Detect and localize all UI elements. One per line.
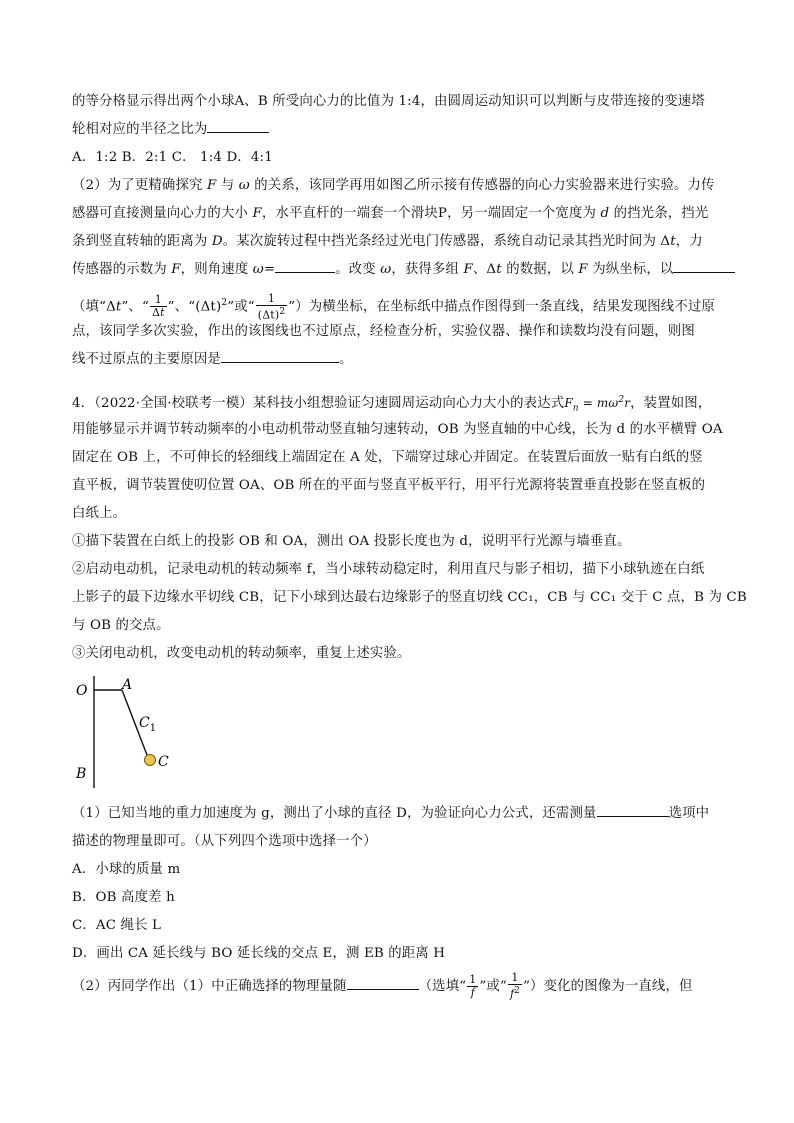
option-d: D．画出 CA 延长线与 BO 延长线的交点 E，测 EB 的距离 H [72,946,446,961]
apparatus-diagram [72,668,202,788]
subquestion-1-line-2: 描述的物理量即可。（从下列四个选项中选择一个） [72,834,377,849]
step-2-line-2: 上影子的最下边缘水平切线 CB，记下小球到达最右边缘影子的竖直切线 CC₁，CB 与 CC₁ 交于 C 点，B 为 CB [72,590,747,605]
text-line-12: 用能够显示并调节转动频率的小电动机带动竖直轴匀速转动，OB 为竖直轴的中心线，长为 d 的水平横臂 OA [72,422,723,437]
ball [145,755,156,766]
text-line-13: 固定在 OB 上，不可伸长的轻细线上端固定在 A 处，下端穿过球心并固定。在装置后面放一贴有白纸的竖 [72,450,703,465]
answer-blank-ratio[interactable] [207,116,269,133]
answer-blank-quantity[interactable] [597,800,669,817]
option-b: B．OB 高度差 h [72,890,175,905]
text-line-7: 传感器的示数为 F，则角速度 ω= 。改变 ω，获得多组 F、Δt 的数据，以 F 为纵坐标，以 [72,256,724,284]
text-line-6: 条到竖直转轴的距离为 D。某次旋转过程中挡光条经过光电门传感器，系统自动记录其挡光时间为 Δt，力 [72,234,703,249]
option-c: C．AC 绳长 L [72,918,162,933]
choice-line: A．1:2 B．2:1 C． 1:4 D．4:1 [72,150,273,165]
step-1: ①描下装置在白纸上的投影 OB 和 OA，测出 OA 投影长度也为 d，说明平行光源与墙垂直。 [72,534,631,549]
answer-blank-axis[interactable] [673,256,735,273]
text-line-8: （填“Δt”、“ $\frac{1}{\Delta t}$ ”、“$(\Delta t)^2$”或“ $\frac{1}{(\Delta t)^2}$ ”）为横坐标，在坐标纸中描点作图得到一条直线，结果发现图线不过原 [72,291,715,322]
step-2-line-1: ②启动电动机，记录电动机的转动频率 f，当小球转动稳定时，利用直尺与影子相切，描下小球轨迹在白纸 [72,562,705,577]
label-A: A [122,677,133,693]
text-line-5: 感器可直接测量向心力的大小 F，水平直杆的一端套一个滑块P，另一端固定一个宽度为 d 的挡光条，挡光 [72,206,709,221]
text-line-10: 线不过原点的主要原因是 。 [72,346,724,374]
text-line-15: 白纸上。 [72,506,127,521]
text-line-14: 直平板，调节装置使叨位置 OA、OB 所在的平面与竖直平板平行，用平行光源将装置垂直投影在竖直板的 [72,478,706,493]
step-2-line-3: 与 OB 的交点。 [72,618,170,633]
fraction-1-over-f-squared: $\frac{1}{f^2}$ [509,971,521,1001]
formula-fn: $F_n = m\omega^2r$ [564,395,631,414]
option-a: A．小球的质量 m [72,862,181,877]
text-line-2: 轮相对应的半径之比为 [72,116,724,144]
text-line-4: （2）为了更精确探究 F 与 ω 的关系，该同学再用如图乙所示接有传感器的向心力实验器来进行实验。力传 [72,178,715,193]
label-B: B [76,766,87,782]
text-line-9: 点，该同学多次实验，作出的该图线也不过原点，经检查分析，实验仪器、操作和读数均没有问题，则图 [72,324,695,339]
label-C1: $C_1$ [139,715,157,734]
subquestion-2-line: （2）丙同学作出（1）中正确选择的物理量随 （选填“ $\frac{1}{f}$ ”或“ $\frac{1}{f^2}$ ”）变化的图像为一直线，但 [72,971,693,1001]
answer-blank-variable[interactable] [347,973,419,990]
step-3: ③关闭电动机，改变电动机的转动频率，重复上述实验。 [72,646,411,661]
fraction-1-over-f: $\frac{1}{f}$ [469,973,477,999]
text-line-1: 的等分格显示得出两个小球A、B 所受向心力的比值为 1:4，由圆周运动知识可以判断与皮带连接的变速塔 [72,94,705,109]
question-4-header: 4．（2022·全国·校联考一模）某科技小组想验证匀速圆周运动向心力大小的表达式$F_n = m\omega^2r$，装置如图， [72,395,712,414]
answer-blank-omega[interactable] [275,256,335,273]
label-O: O [76,683,88,699]
fraction-1-over-dt-squared: $\frac{1}{(\Delta t)^2}$ [257,291,286,322]
subquestion-1-line-1: （1）已知当地的重力加速度为 g，测出了小球的直径 D，为验证向心力公式，还需测量 选项中 [72,800,724,828]
fraction-1-over-dt: $\frac{1}{\Delta t}$ [151,293,165,320]
label-C: C [158,754,169,770]
answer-blank-reason[interactable] [221,346,339,363]
